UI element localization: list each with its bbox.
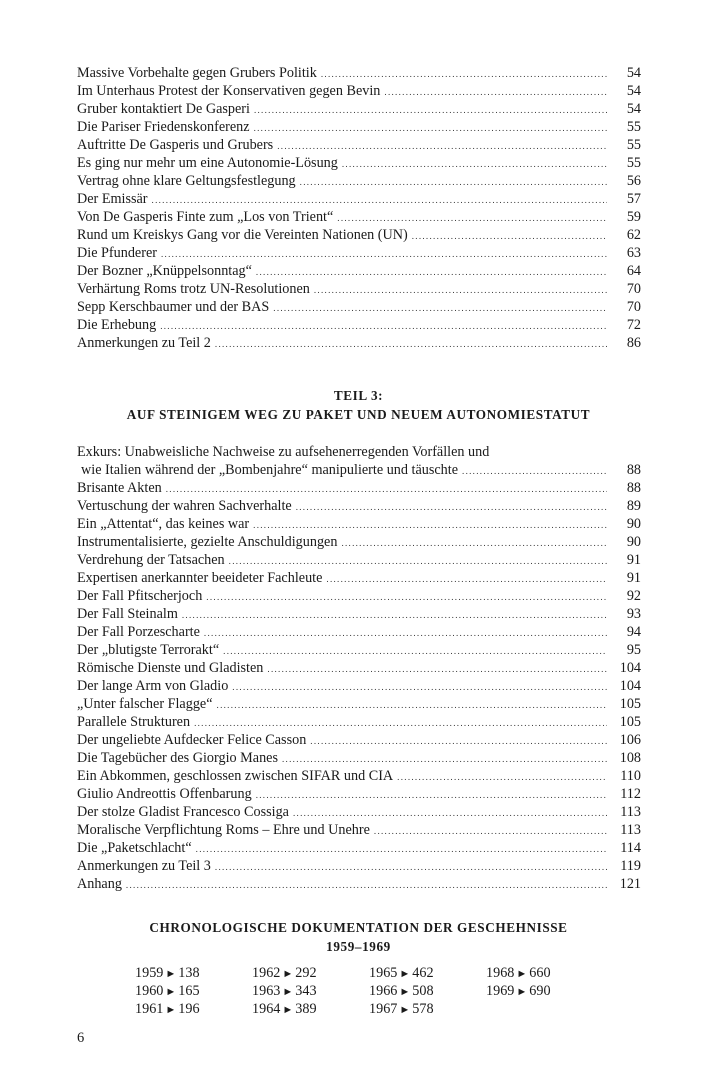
year-page: 690: [529, 983, 551, 999]
toc-entry-title: Von De Gasperis Finte zum „Los von Trient“: [77, 209, 334, 225]
toc-entry-title: Die Pfunderer: [77, 245, 157, 261]
toc-entry: [77, 749, 641, 767]
toc-entry: [77, 316, 641, 334]
dot-leader: [296, 498, 607, 516]
toc-entry-title: Giulio Andreottis Offenbarung: [77, 786, 252, 802]
toc-part3-list: [77, 443, 641, 893]
dot-leader: [194, 714, 607, 732]
arrow-right-icon: ►: [399, 968, 411, 980]
toc-entry-title: Die Erhebung: [77, 317, 157, 333]
toc-entry-page: 91: [626, 552, 641, 568]
toc-entry-title: Anmerkungen zu Teil 2: [77, 335, 211, 351]
toc-entry-page: 94: [626, 624, 641, 640]
toc-entry: [77, 100, 641, 118]
toc-entry-title: Massive Vorbehalte gegen Grubers Politik: [77, 65, 317, 81]
toc-entry-page: 121: [619, 876, 641, 892]
dot-leader: [326, 570, 607, 588]
toc-entry-title: Der Fall Pfitscherjoch: [77, 588, 203, 604]
year-entry: [369, 1000, 434, 1018]
toc-entry-page: 89: [626, 498, 641, 514]
page-number: 6: [77, 1030, 85, 1046]
year-label: 1962: [252, 965, 281, 981]
dot-leader: [182, 606, 607, 624]
chronology-title: CHRONOLOGISCHE DOKUMENTATION DER GESCHEHNISSE: [149, 920, 568, 935]
toc-entry: [77, 461, 641, 479]
year-entry: [135, 982, 200, 1000]
toc-entry: [77, 839, 641, 857]
dot-leader: [215, 858, 607, 876]
toc-entry-title: Brisante Akten: [77, 480, 162, 496]
toc-entry: [77, 803, 641, 821]
dot-leader: [160, 317, 607, 335]
dot-leader: [206, 588, 607, 606]
toc-entry-page: 93: [626, 606, 641, 622]
year-page: 578: [412, 1001, 434, 1017]
toc-entry-title: Der Emissär: [77, 191, 148, 207]
part3-label: TEIL 3:: [333, 388, 384, 403]
year-entry: [252, 982, 317, 1000]
toc-entry-title: Verhärtung Roms trotz UN-Resolutionen: [77, 281, 310, 297]
year-page: 343: [295, 983, 317, 999]
year-label: 1961: [135, 1001, 164, 1017]
year-entry: [486, 964, 551, 982]
toc-entry-page: 56: [626, 173, 641, 189]
toc-entry: [77, 298, 641, 316]
toc-entry: [77, 172, 641, 190]
toc-entry-page: 63: [626, 245, 641, 261]
toc-entry-title: Sepp Kerschbaumer und der BAS: [77, 299, 270, 315]
toc-entry-page: 62: [626, 227, 641, 243]
toc-entry: [77, 821, 641, 839]
toc-entry: [77, 623, 641, 641]
toc-entry-title: Auftritte De Gasperis und Grubers: [77, 137, 274, 153]
year-label: 1960: [135, 983, 164, 999]
toc-entry-page: 70: [626, 281, 641, 297]
year-page: 508: [412, 983, 434, 999]
dot-leader: [310, 732, 607, 750]
toc-entry: [77, 226, 641, 244]
dot-leader: [254, 119, 607, 137]
toc-entry: [77, 479, 641, 497]
year-entry: [135, 964, 200, 982]
toc-entry: [77, 334, 641, 352]
year-column: [135, 964, 200, 1018]
toc-entry-title: Der stolze Gladist Francesco Cossiga: [77, 804, 289, 820]
dot-leader: [152, 191, 607, 209]
dot-leader: [314, 281, 607, 299]
toc-entry-page: 114: [620, 840, 641, 856]
toc-entry: [77, 641, 641, 659]
toc-entry-title: Der lange Arm von Gladio: [77, 678, 229, 694]
year-entry: [486, 982, 551, 1000]
arrow-right-icon: ►: [282, 986, 294, 998]
toc-entry: [77, 208, 641, 226]
dot-leader: [256, 786, 607, 804]
toc-entry-title: Der ungeliebte Aufdecker Felice Casson: [77, 732, 307, 748]
year-page: 138: [178, 965, 200, 981]
dot-leader: [342, 155, 607, 173]
toc-entry-page: 110: [620, 768, 641, 784]
year-label: 1969: [486, 983, 515, 999]
toc-entry-title: Vertuschung der wahren Sachverhalte: [77, 498, 292, 514]
year-page: 660: [529, 965, 551, 981]
toc-entry-title: Es ging nur mehr um eine Autonomie-Lösung: [77, 155, 338, 171]
toc-entry-page: 95: [626, 642, 641, 658]
dot-leader: [196, 840, 607, 858]
toc-entry: [77, 551, 641, 569]
dot-leader: [223, 642, 607, 660]
toc-entry-title: wie Italien während der „Bombenjahre“ manipulierte und täuschte: [81, 462, 459, 478]
dot-leader: [215, 335, 607, 353]
arrow-right-icon: ►: [165, 968, 177, 980]
toc-entry-page: 113: [620, 822, 641, 838]
arrow-right-icon: ►: [165, 986, 177, 998]
toc-entry: [77, 533, 641, 551]
year-page: 196: [178, 1001, 200, 1017]
year-label: 1966: [369, 983, 398, 999]
toc-entry-title: Die Pariser Friedenskonferenz: [77, 119, 250, 135]
year-entry: [369, 982, 434, 1000]
toc-entry-page: 90: [626, 516, 641, 532]
toc-entry-title: Parallele Strukturen: [77, 714, 191, 730]
toc-entry-page: 92: [626, 588, 641, 604]
toc-entry-page: 112: [620, 786, 641, 802]
toc-entry-page: 55: [626, 155, 641, 171]
toc-entry: [77, 280, 641, 298]
toc-entry-title: Der „blutigste Terrorakt“: [77, 642, 220, 658]
dot-leader: [384, 83, 607, 101]
year-page: 165: [178, 983, 200, 999]
toc-entry: [77, 767, 641, 785]
toc-entry-title: Die „Paketschlacht“: [77, 840, 192, 856]
arrow-right-icon: ►: [516, 986, 528, 998]
toc-entry: [77, 587, 641, 605]
dot-leader: [267, 660, 607, 678]
toc-entry-page: 86: [626, 335, 641, 351]
dot-leader: [341, 534, 607, 552]
dot-leader: [217, 696, 607, 714]
chronology-range: 1959–1969: [326, 939, 391, 954]
arrow-right-icon: ►: [399, 1004, 411, 1016]
arrow-right-icon: ►: [165, 1004, 177, 1016]
toc-entry: [77, 82, 641, 100]
year-entry: [252, 1000, 317, 1018]
dot-leader: [412, 227, 607, 245]
toc-entry-title: Expertisen anerkannter beeideter Fachleute: [77, 570, 323, 586]
toc-entry: [77, 244, 641, 262]
dot-leader: [462, 462, 607, 480]
toc-entry: [77, 262, 641, 280]
year-label: 1965: [369, 965, 398, 981]
year-page: 389: [295, 1001, 317, 1017]
arrow-right-icon: ►: [282, 1004, 294, 1016]
toc-entry-title: Der Fall Porzescharte: [77, 624, 200, 640]
year-label: 1963: [252, 983, 281, 999]
dot-leader: [273, 299, 607, 317]
toc-entry: [77, 569, 641, 587]
year-label: 1968: [486, 965, 515, 981]
toc-entry: [77, 154, 641, 172]
dot-leader: [232, 678, 607, 696]
toc-entry-page: 88: [626, 480, 641, 496]
dot-leader: [374, 822, 607, 840]
part3-title: AUF STEINIGEM WEG ZU PAKET UND NEUEM AUTONOMIESTATUT: [126, 407, 591, 422]
dot-leader: [204, 624, 607, 642]
dot-leader: [161, 245, 607, 263]
toc-entry: [77, 857, 641, 875]
dot-leader: [253, 516, 607, 534]
toc-entry-page: 55: [626, 119, 641, 135]
toc-entry: [77, 677, 641, 695]
toc-entry-page: 90: [626, 534, 641, 550]
year-column: [252, 964, 317, 1018]
dot-leader: [397, 768, 607, 786]
toc-entry: [77, 731, 641, 749]
year-label: 1967: [369, 1001, 398, 1017]
dot-leader: [337, 209, 607, 227]
toc-entry: [77, 190, 641, 208]
toc-entry-page: 104: [619, 660, 641, 676]
toc-entry-first-line: [77, 443, 641, 461]
dot-leader: [293, 804, 607, 822]
toc-entry-page: 59: [626, 209, 641, 225]
toc-entry-page: 91: [626, 570, 641, 586]
toc-entry-title: Gruber kontaktiert De Gasperi: [77, 101, 250, 117]
toc-entry-page: 72: [626, 317, 641, 333]
toc-entry-page: 54: [626, 83, 641, 99]
year-label: 1959: [135, 965, 164, 981]
toc-entry-title: Die Tagebücher des Giorgio Manes: [77, 750, 278, 766]
dot-leader: [126, 876, 607, 894]
toc-entry-page: 54: [626, 101, 641, 117]
dot-leader: [300, 173, 607, 191]
arrow-right-icon: ►: [282, 968, 294, 980]
toc-entry-page: 64: [626, 263, 641, 279]
toc-entry-title: Exkurs: Unabweisliche Nachweise zu aufsehenerregenden Vorfällen und: [77, 444, 490, 460]
toc-entry-title: „Unter falscher Flagge“: [77, 696, 213, 712]
toc-entry-page: 108: [619, 750, 641, 766]
toc-entry-page: 105: [619, 714, 641, 730]
toc-entry-page: 55: [626, 137, 641, 153]
toc-entry-title: Römische Dienste und Gladisten: [77, 660, 264, 676]
toc-entry-title: Rund um Kreiskys Gang vor die Vereinten Nationen (UN): [77, 227, 408, 243]
toc-entry-page: 54: [626, 65, 641, 81]
dot-leader: [282, 750, 607, 768]
toc-entry-title: Ein „Attentat“, das keines war: [77, 516, 250, 532]
toc-entry: [77, 497, 641, 515]
year-entry: [135, 1000, 200, 1018]
toc-entry-page: 88: [626, 462, 641, 478]
toc-entry-title: Vertrag ohne klare Geltungsfestlegung: [77, 173, 296, 189]
toc-entry-title: Moralische Verpflichtung Roms – Ehre und Unehre: [77, 822, 370, 838]
toc-entry-title: Verdrehung der Tatsachen: [77, 552, 225, 568]
toc-entry-title: Der Fall Steinalm: [77, 606, 178, 622]
dot-leader: [229, 552, 607, 570]
year-page: 462: [412, 965, 434, 981]
toc-entry: [77, 136, 641, 154]
year-column: [486, 964, 551, 1000]
year-label: 1964: [252, 1001, 281, 1017]
toc-part2-list: [77, 64, 641, 352]
year-entry: [252, 964, 317, 982]
toc-entry-page: 106: [619, 732, 641, 748]
toc-entry: [77, 515, 641, 533]
toc-entry-title: Der Bozner „Knüppelsonntag“: [77, 263, 252, 279]
toc-entry-page: 57: [626, 191, 641, 207]
toc-entry-title: Ein Abkommen, geschlossen zwischen SIFAR und CIA: [77, 768, 394, 784]
toc-entry-title: Instrumentalisierte, gezielte Anschuldigungen: [77, 534, 338, 550]
toc-entry-page: 113: [620, 804, 641, 820]
year-entry: [369, 964, 434, 982]
toc-entry: [77, 785, 641, 803]
toc-entry-page: 119: [620, 858, 641, 874]
toc-entry: [77, 64, 641, 82]
toc-entry-page: 70: [626, 299, 641, 315]
dot-leader: [277, 137, 607, 155]
arrow-right-icon: ►: [399, 986, 411, 998]
toc-entry: [77, 605, 641, 623]
toc-entry: [77, 695, 641, 713]
toc-entry: [77, 659, 641, 677]
year-page: 292: [295, 965, 317, 981]
toc-entry: [77, 713, 641, 731]
dot-leader: [166, 480, 607, 498]
toc-entry: [77, 118, 641, 136]
toc-entry-title: Im Unterhaus Protest der Konservativen gegen Bevin: [77, 83, 381, 99]
arrow-right-icon: ►: [516, 968, 528, 980]
toc-entry-title: Anmerkungen zu Teil 3: [77, 858, 211, 874]
dot-leader: [256, 263, 607, 281]
toc-entry-title: Anhang: [77, 876, 122, 892]
dot-leader: [254, 101, 607, 119]
toc-entry-page: 104: [619, 678, 641, 694]
dot-leader: [321, 65, 607, 83]
toc-entry-page: 105: [619, 696, 641, 712]
year-column: [369, 964, 434, 1018]
toc-entry: [77, 875, 641, 893]
